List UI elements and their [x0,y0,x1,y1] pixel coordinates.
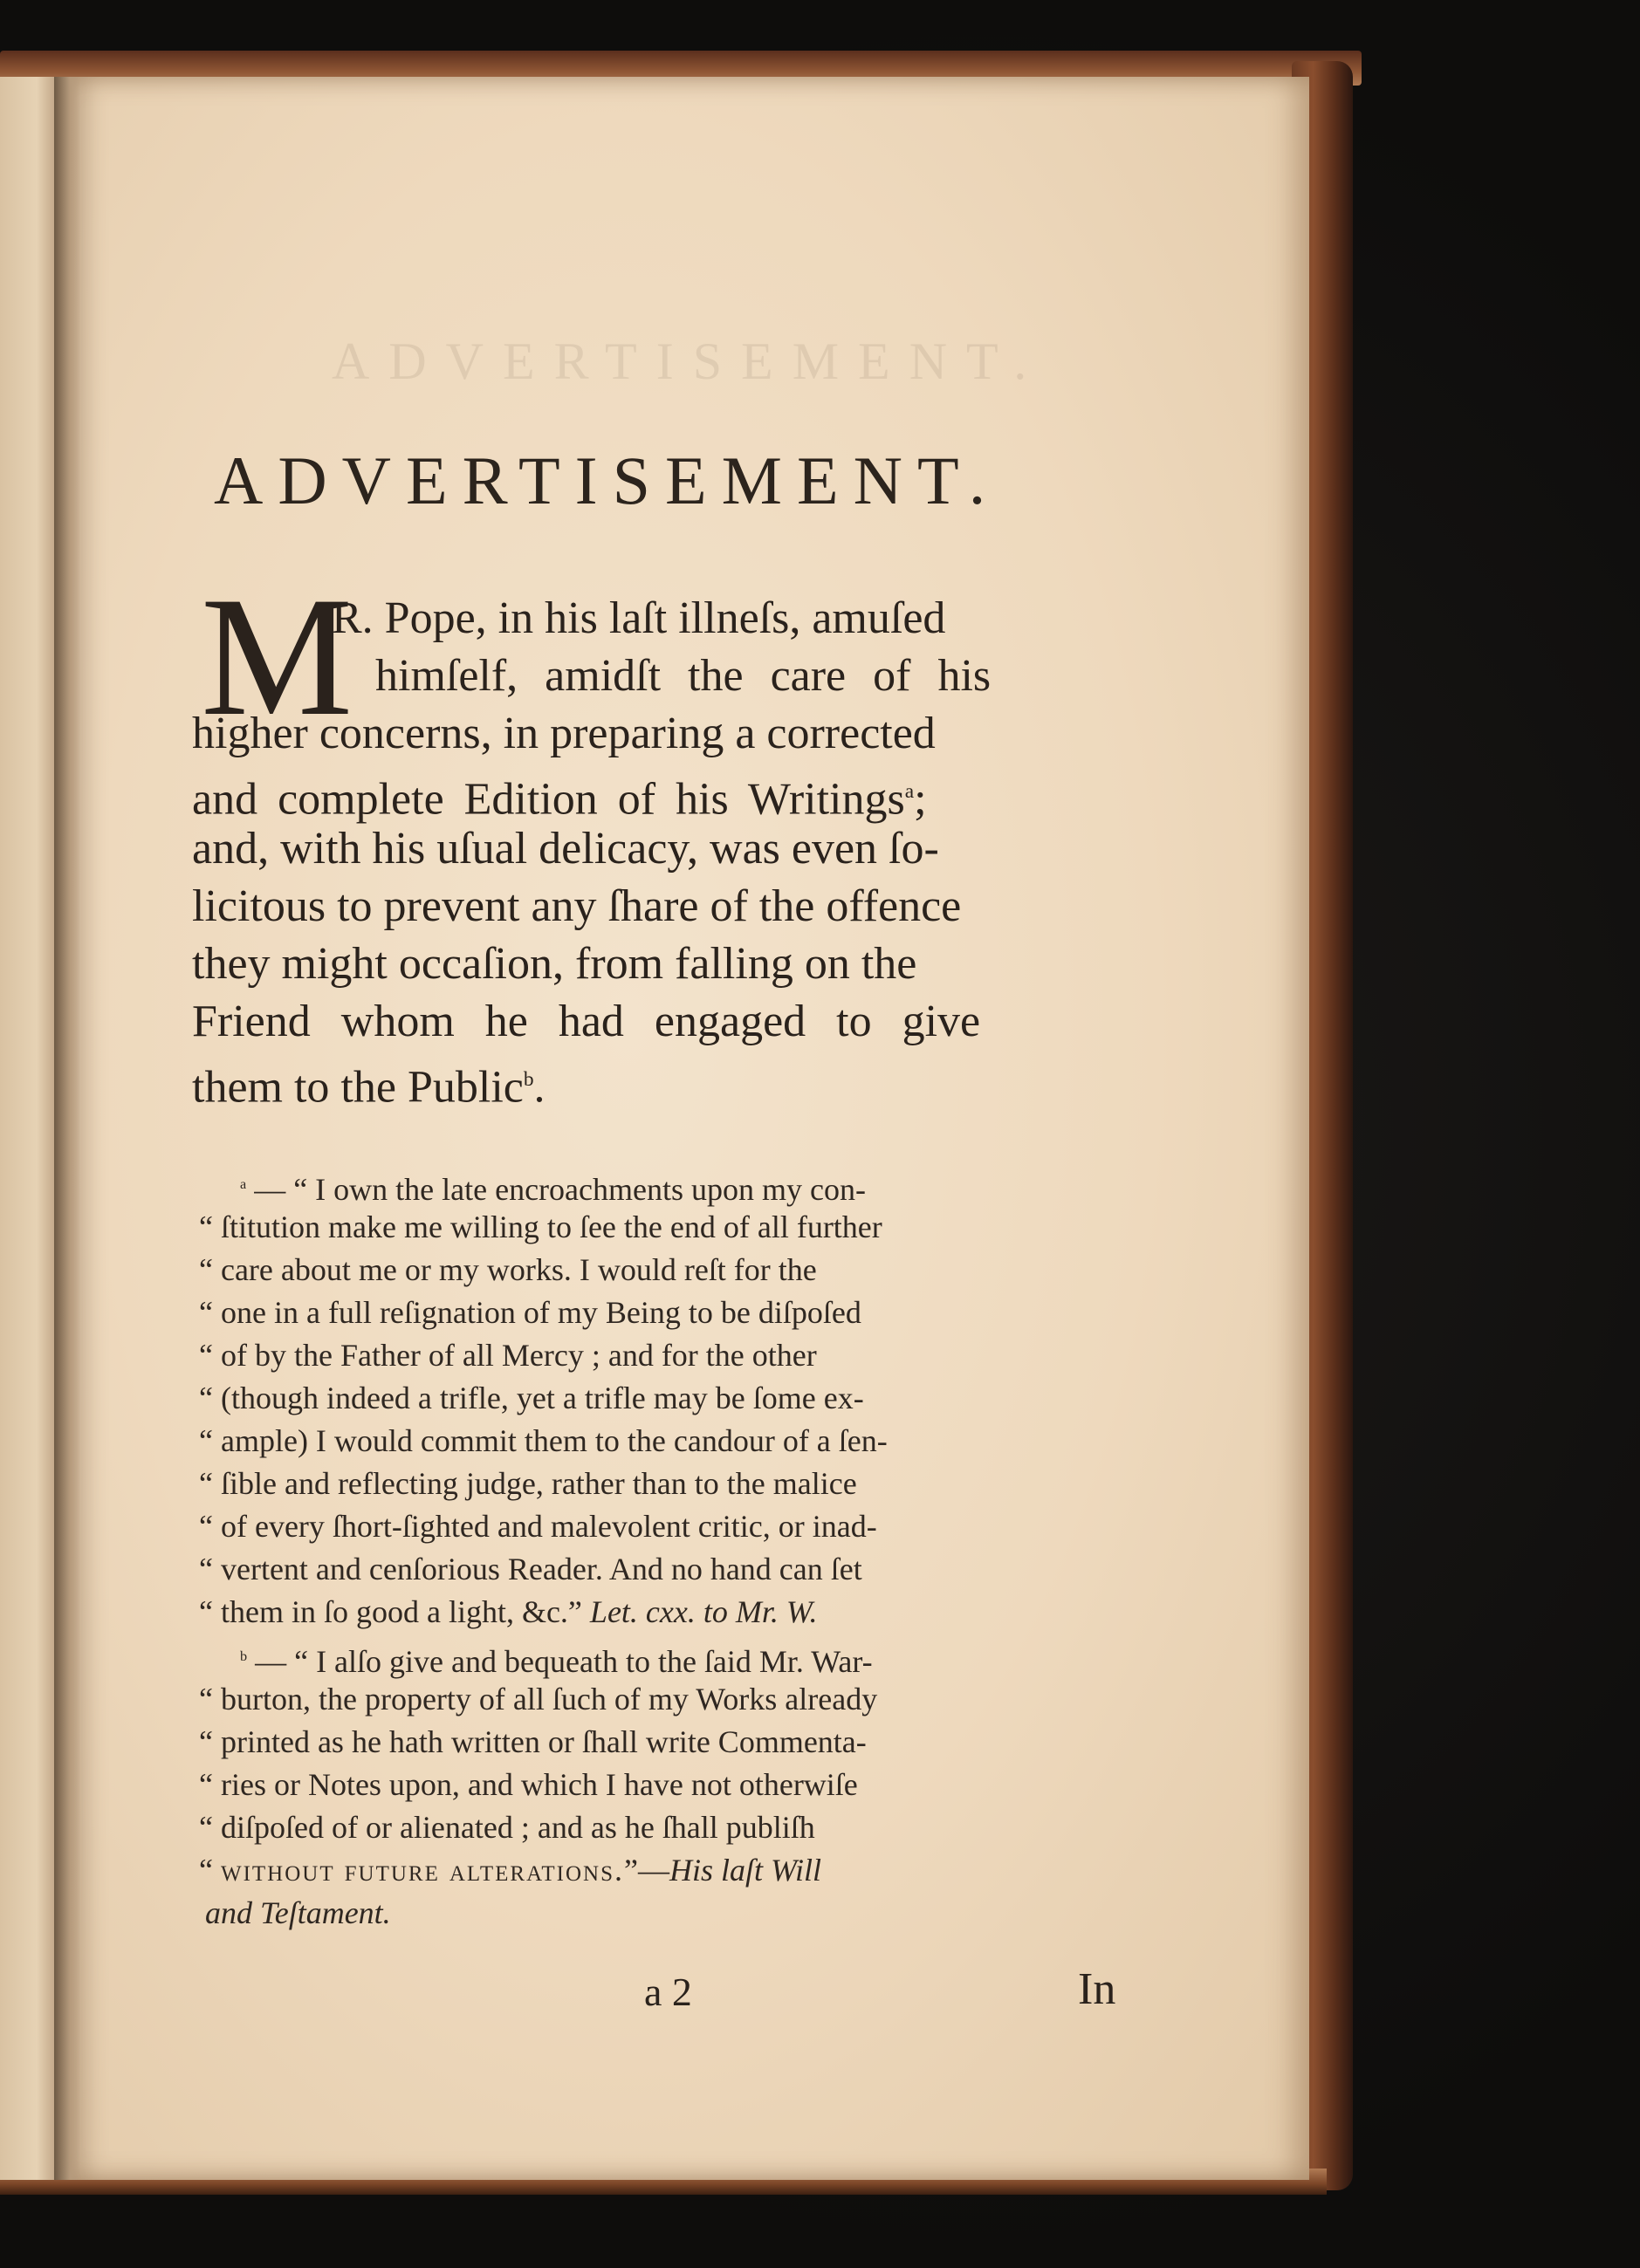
show-through-text: ADVERTISEMENT. [332,332,1046,390]
body-line: Friend whom he had engaged to give [192,997,981,1046]
footnote-a-line: “ ſible and reflecting judge, rather than to the malice [199,1466,857,1501]
footnote-b-line: and Teſtament. [205,1895,391,1930]
body-line: them to the Public$^b$. [192,1062,546,1113]
page-heading: ADVERTISEMENT. [214,442,1001,518]
footnote-a-citation: Let. cxx. to Mr. W. [589,1594,818,1629]
body-line: and complete Edition of his Writings$^a$; [192,774,927,825]
page-gutter-shadow [54,77,80,2180]
footnote-a-line: “ of every ſhort-ſighted and malevolent critic, or inad- [199,1509,877,1544]
footnote-a-line: “ ſtitution make me willing to ſee the end of all further [199,1209,882,1244]
body-line: licitous to prevent any ſhare of the offence [192,881,962,931]
footnote-a-line: “ vertent and cenſorious Reader. And no hand can ſet [199,1552,862,1586]
footnote-b-line: “ printed as he hath written or ſhall write Commenta- [199,1724,867,1759]
footnote-a-line: $^a$ — “ I own the late encroachments upon my con- [240,1172,866,1207]
footnote-a-line: “ one in a full reſignation of my Being to be diſpoſed [199,1295,861,1330]
footnote-b-line: “ without future alterations.”—His laſt Will [199,1853,821,1888]
body-line: and, with his uſual delicacy, was even ſo- [192,824,939,874]
footnote-b-line: “ burton, the property of all ſuch of my Works already [199,1682,878,1716]
catchword: In [1078,1964,1116,2014]
body-line: they might occaſion, from falling on the [192,939,917,989]
body-line: himſelf, amidſt the care of his [375,651,992,701]
footnote-a-line: “ (though indeed a trifle, yet a trifle may be ſome ex- [199,1381,864,1415]
footnote-a-line: “ care about me or my works. I would reſt for the [199,1252,817,1287]
footnote-b-line: “ ries or Notes upon, and which I have not otherwiſe [199,1767,858,1802]
body-line: higher concerns, in preparing a corrected [192,709,936,758]
footnote-b-line: “ diſpoſed of or alienated ; and as he ſhall publiſh [199,1810,815,1845]
drop-cap: M [201,562,353,751]
footnote-b-line: $^b$ — “ I alſo give and bequeath to the ſaid Mr. War- [240,1644,873,1679]
book-page [70,77,1309,2180]
footnote-a-line: “ them in ſo good a light, &c.” Let. cxx. to Mr. W. [199,1594,818,1629]
signature-mark: a 2 [644,1970,692,2014]
footnote-a-line: “ ample) I would commit them to the candour of a ſen- [199,1423,888,1458]
footnote-a-line: “ of by the Father of all Mercy ; and for the other [199,1338,817,1373]
body-line: R. Pope, in his laſt illneſs, amuſed [332,593,946,643]
